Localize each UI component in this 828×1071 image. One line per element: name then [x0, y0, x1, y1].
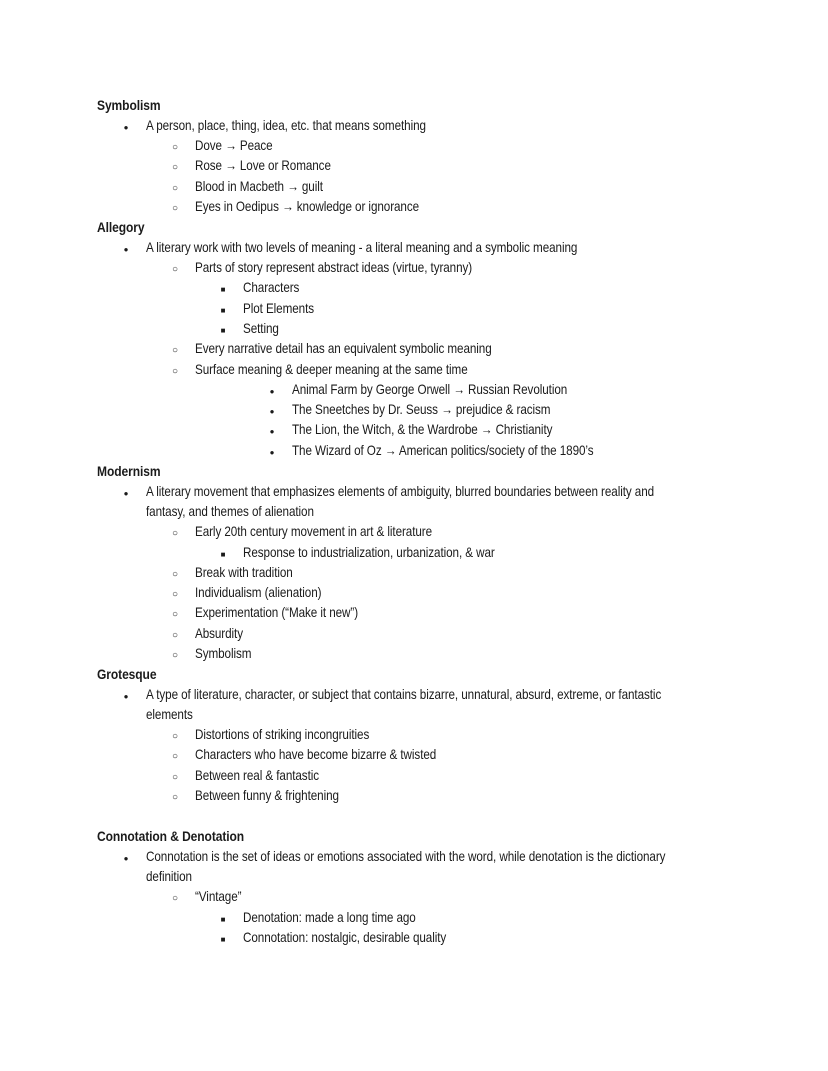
- section-heading: Connotation & Denotation: [97, 828, 245, 844]
- list-item: Response to industrialization, urbanization, & war: [243, 545, 495, 560]
- bullet-disc: [116, 685, 136, 707]
- bullet-circle: [165, 644, 185, 666]
- list-item: Plot Elements: [243, 301, 315, 316]
- bullet-circle: [165, 522, 185, 544]
- list-item-continuation: elements: [146, 707, 193, 722]
- bullet-circle: [165, 583, 185, 605]
- bullet-disc: [116, 847, 136, 869]
- list-item: The Sneetches by Dr. Seuss → prejudice & racism: [292, 402, 551, 417]
- bullet-circle: [165, 136, 185, 158]
- list-item: Early 20th century movement in art & literature: [195, 524, 433, 539]
- section-heading: Modernism: [97, 463, 161, 479]
- list-item: Parts of story represent abstract ideas (virtue, tyranny): [195, 260, 473, 275]
- bullet-circle: [165, 603, 185, 625]
- list-item: “Vintage”: [195, 889, 242, 904]
- list-item: Setting: [243, 321, 279, 336]
- section-heading: Grotesque: [97, 666, 157, 682]
- bullet-circle: [165, 725, 185, 747]
- list-item: Break with tradition: [195, 565, 293, 580]
- list-item: Distortions of striking incongruities: [195, 727, 370, 742]
- bullet-square: [213, 928, 233, 950]
- bullet-square: [213, 278, 233, 300]
- list-item: Connotation: nostalgic, desirable quality: [243, 930, 447, 945]
- list-item-continuation: fantasy, and themes of alienation: [146, 504, 314, 519]
- list-item: A person, place, thing, idea, etc. that means something: [146, 118, 426, 133]
- bullet-circle: [165, 786, 185, 808]
- bullet-disc: [116, 116, 136, 138]
- list-item: Characters: [243, 280, 300, 295]
- list-item: Surface meaning & deeper meaning at the same time: [195, 362, 468, 377]
- bullet-circle: [165, 624, 185, 646]
- bullet-circle: [165, 745, 185, 767]
- bullet-disc: [262, 441, 282, 463]
- list-item: Dove → Peace: [195, 138, 273, 153]
- list-item: Between funny & frightening: [195, 788, 339, 803]
- list-item: Denotation: made a long time ago: [243, 910, 416, 925]
- list-item: Absurdity: [195, 626, 243, 641]
- bullet-circle: [165, 258, 185, 280]
- bullet-circle: [165, 197, 185, 219]
- list-item: A type of literature, character, or subject that contains bizarre, unnatural, absurd, extreme, or fantastic: [146, 687, 662, 702]
- bullet-disc: [262, 380, 282, 402]
- section-heading: Symbolism: [97, 97, 161, 113]
- bullet-circle: [165, 563, 185, 585]
- bullet-square: [213, 908, 233, 930]
- list-item: Symbolism: [195, 646, 252, 661]
- list-item: Characters who have become bizarre & twisted: [195, 747, 437, 762]
- list-item: Between real & fantastic: [195, 768, 320, 783]
- bullet-circle: [165, 766, 185, 788]
- list-item: Animal Farm by George Orwell → Russian Revolution: [292, 382, 568, 397]
- bullet-disc: [116, 238, 136, 260]
- bullet-circle: [165, 360, 185, 382]
- bullet-circle: [165, 177, 185, 199]
- list-item: Rose → Love or Romance: [195, 158, 331, 173]
- bullet-circle: [165, 156, 185, 178]
- list-item: Connotation is the set of ideas or emotions associated with the word, while denotation is the dictionary: [146, 849, 666, 864]
- bullet-circle: [165, 339, 185, 361]
- list-item-continuation: definition: [146, 869, 192, 884]
- list-item: Individualism (alienation): [195, 585, 322, 600]
- list-item: Eyes in Oedipus → knowledge or ignorance: [195, 199, 420, 214]
- bullet-square: [213, 319, 233, 341]
- bullet-disc: [262, 400, 282, 422]
- bullet-disc: [116, 482, 136, 504]
- bullet-disc: [262, 420, 282, 442]
- bullet-square: [213, 299, 233, 321]
- bullet-circle: [165, 887, 185, 909]
- section-heading: Allegory: [97, 219, 145, 235]
- list-item: A literary movement that emphasizes elements of ambiguity, blurred boundaries between reality and: [146, 484, 655, 499]
- list-item: The Lion, the Witch, & the Wardrobe → Christianity: [292, 422, 553, 437]
- list-item: Experimentation (“Make it new”): [195, 605, 359, 620]
- list-item: Blood in Macbeth → guilt: [195, 179, 323, 194]
- bullet-square: [213, 543, 233, 565]
- list-item: The Wizard of Oz → American politics/society of the 1890’s: [292, 443, 594, 458]
- list-item: Every narrative detail has an equivalent symbolic meaning: [195, 341, 492, 356]
- list-item: A literary work with two levels of meaning - a literal meaning and a symbolic meaning: [146, 240, 578, 255]
